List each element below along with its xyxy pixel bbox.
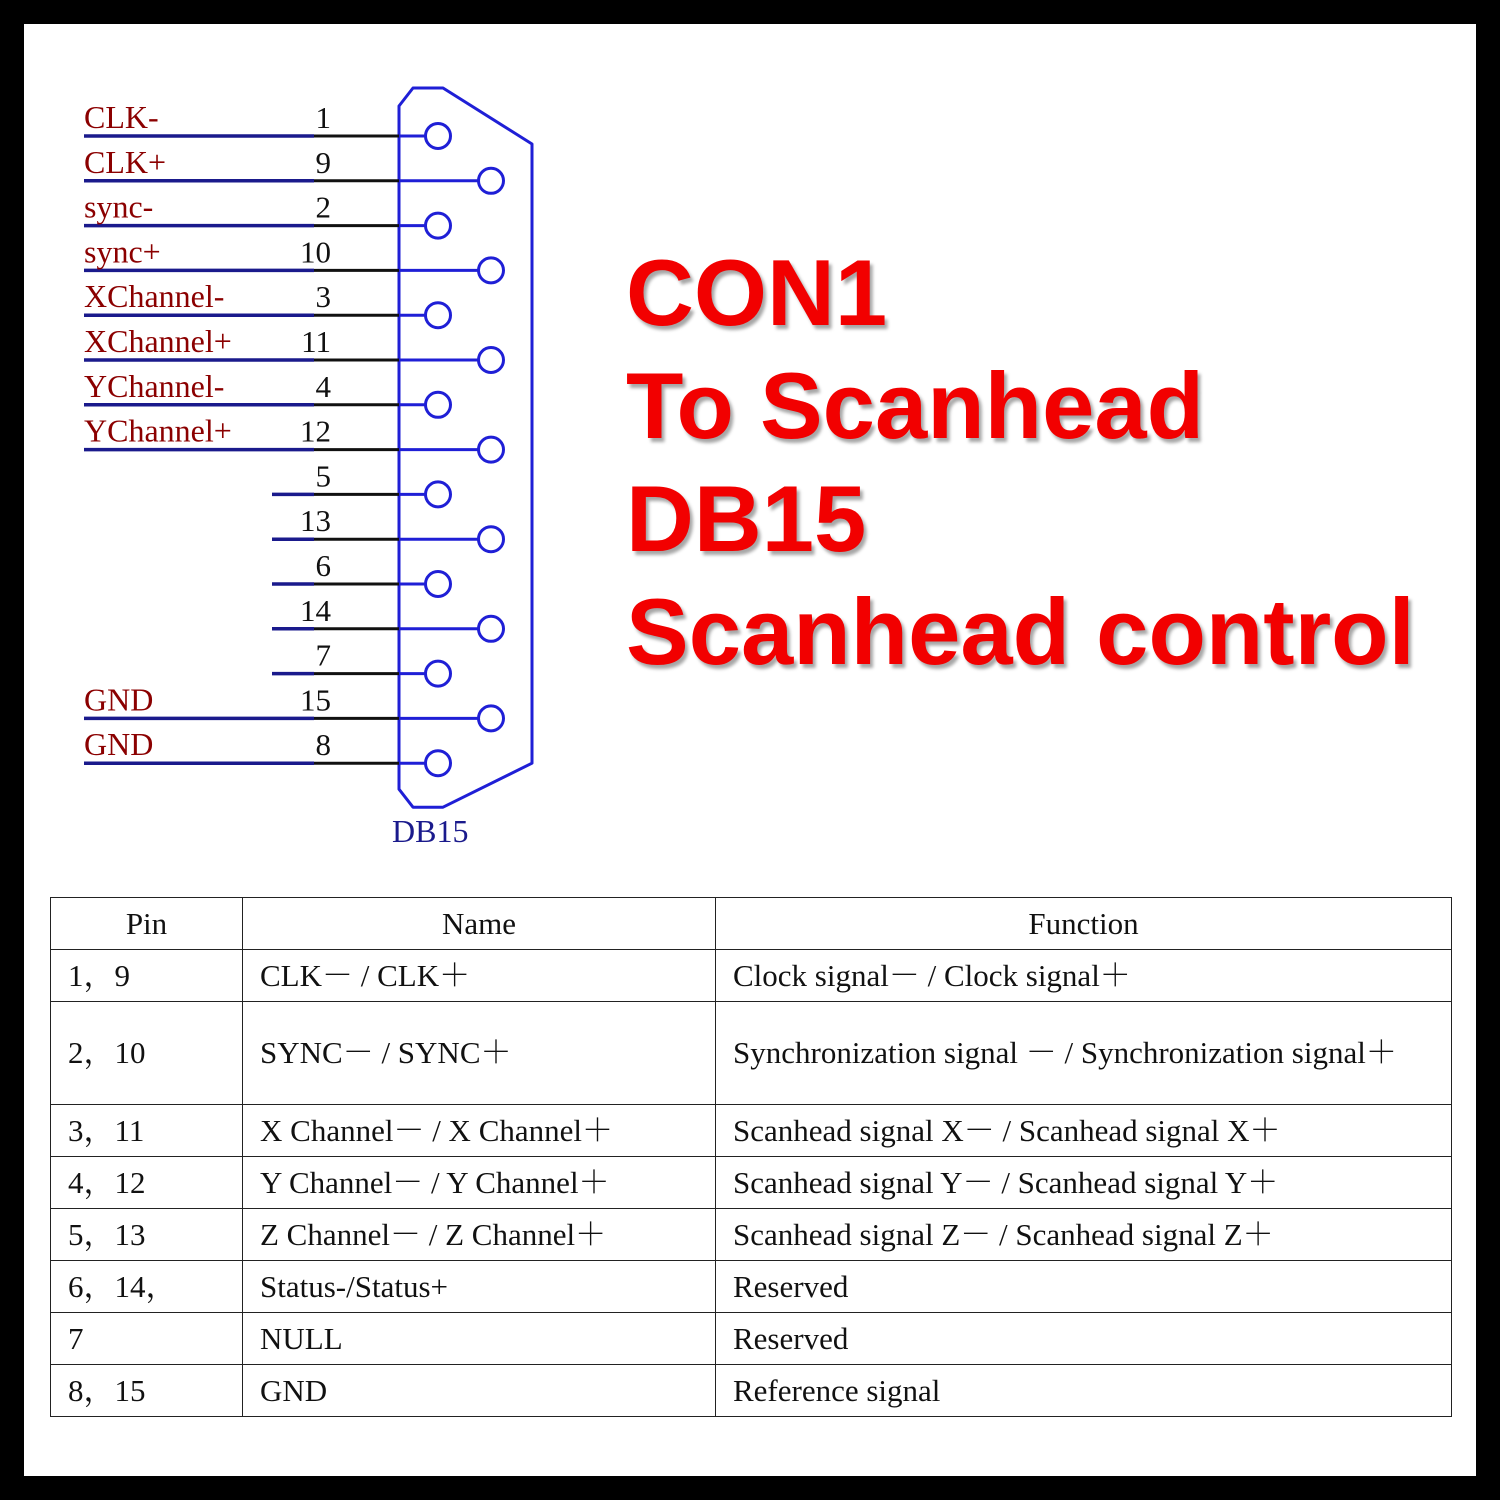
cell-name: NULL: [243, 1313, 716, 1365]
table-row: [51, 1157, 1452, 1209]
signal-label: XChannel-: [84, 278, 225, 315]
pin-number: 12: [300, 413, 331, 449]
cell-function: Reference signal: [716, 1365, 1452, 1417]
table-row: [51, 1261, 1452, 1313]
pin-contact: [479, 616, 504, 641]
table-row: [51, 950, 1452, 1002]
cell-function: Scanhead signal Z－ / Scanhead signal Z＋: [716, 1209, 1452, 1261]
pin-number: 10: [300, 234, 331, 270]
table-header-row: [51, 898, 1452, 950]
cell-name: GND: [243, 1365, 716, 1417]
image-frame: [24, 24, 1476, 1476]
cell-pin: 5，13: [51, 1209, 243, 1261]
table-row: [51, 1365, 1452, 1417]
pin-contact: [479, 437, 504, 462]
pin-contact: [426, 213, 451, 238]
headline-line-2: To Scanhead: [626, 353, 1205, 458]
pin-number: 6: [315, 548, 331, 583]
pin-number: 2: [315, 189, 331, 225]
signal-label: GND: [84, 726, 154, 763]
connector-label: DB15: [392, 813, 469, 849]
headline: [626, 236, 1415, 688]
header-name: Name: [243, 898, 716, 950]
cell-name: CLK－ / CLK＋: [243, 950, 716, 1002]
cell-function: Reserved: [716, 1313, 1452, 1365]
pin-number: 15: [300, 682, 331, 718]
cell-name: Z Channel－ / Z Channel＋: [243, 1209, 716, 1261]
pin-contact: [426, 572, 451, 597]
signal-label: YChannel+: [84, 412, 232, 449]
pin-contact: [426, 392, 451, 417]
pin-number: 5: [315, 458, 331, 494]
cell-pin: 4，12: [51, 1157, 243, 1209]
pin-contact: [426, 661, 451, 686]
table-row: [51, 1209, 1452, 1261]
pin-number: 3: [315, 279, 331, 315]
signal-label: sync-: [84, 188, 154, 225]
pin-number: 8: [315, 727, 331, 763]
pin-number: 7: [315, 637, 331, 673]
cell-pin: 6，14，: [51, 1261, 243, 1313]
pin-contact: [479, 527, 504, 552]
pin-number: 13: [300, 503, 331, 539]
cell-pin: 1，9: [51, 950, 243, 1002]
pin-contact: [426, 124, 451, 149]
pin-contact: [479, 168, 504, 193]
signal-label: GND: [84, 681, 154, 718]
cell-function: Synchronization signal － / Synchronization signal＋: [716, 1002, 1452, 1105]
signal-label: CLK+: [84, 143, 167, 180]
table-row: [51, 1002, 1452, 1105]
header-function: Function: [716, 898, 1452, 950]
cell-pin: 8，15: [51, 1365, 243, 1417]
header-pin: Pin: [51, 898, 243, 950]
pin-contact: [479, 258, 504, 283]
connector-shell: [399, 88, 532, 807]
signal-label: sync+: [84, 233, 161, 270]
cell-name: X Channel－ / X Channel＋: [243, 1105, 716, 1157]
cell-name: SYNC－ / SYNC＋: [243, 1002, 716, 1105]
headline-line-4: Scanhead control: [626, 579, 1415, 684]
pin-number: 9: [315, 144, 331, 180]
pin-number: 4: [315, 368, 331, 404]
table-row: [51, 1313, 1452, 1365]
pin-contact: [479, 706, 504, 731]
pin-number: 14: [300, 592, 331, 628]
pin-contact: [426, 303, 451, 328]
cell-function: Clock signal－ / Clock signal＋: [716, 950, 1452, 1002]
pin-contact: [426, 482, 451, 507]
pin-contact: [426, 751, 451, 776]
db15-schematic: [24, 24, 624, 884]
cell-function: Scanhead signal Y－ / Scanhead signal Y＋: [716, 1157, 1452, 1209]
pin-contact: [479, 348, 504, 373]
pin-function-table: [50, 897, 1452, 1417]
table-row: [51, 1105, 1452, 1157]
cell-name: Status-/Status+: [243, 1261, 716, 1313]
cell-pin: 2，10: [51, 1002, 243, 1105]
headline-line-3: DB15: [626, 466, 867, 571]
cell-pin: 7: [51, 1313, 243, 1365]
cell-function: Reserved: [716, 1261, 1452, 1313]
pin-number: 11: [301, 324, 331, 359]
signal-label: XChannel+: [84, 323, 232, 359]
db15-pinout-diagram: [24, 24, 624, 884]
cell-pin: 3，11: [51, 1105, 243, 1157]
pin-number: 1: [315, 100, 331, 135]
cell-function: Scanhead signal X－ / Scanhead signal X＋: [716, 1105, 1452, 1157]
headline-line-1: CON1: [626, 240, 888, 345]
cell-name: Y Channel－ / Y Channel＋: [243, 1157, 716, 1209]
signal-label: YChannel-: [84, 367, 225, 404]
signal-label: CLK-: [84, 99, 159, 135]
